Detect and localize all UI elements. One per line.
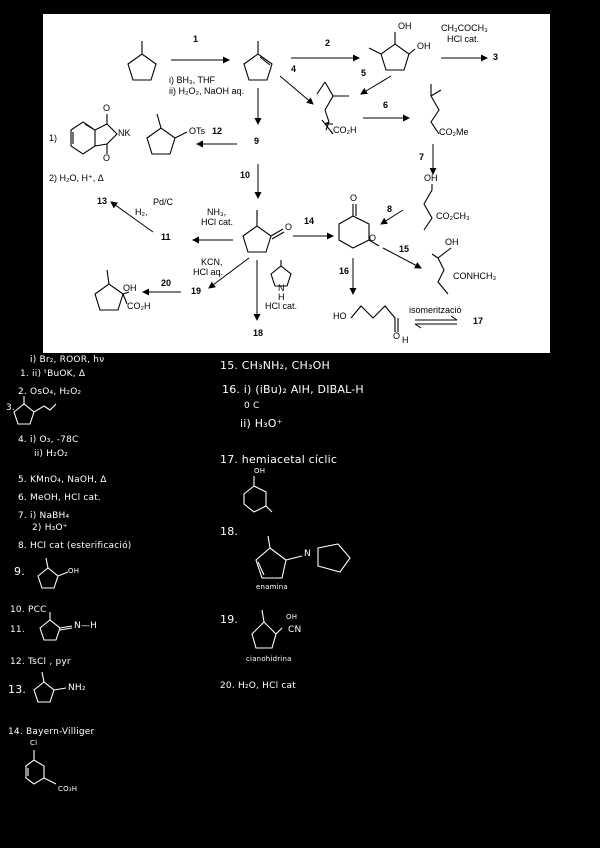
step-number-8: 8 bbox=[387, 204, 393, 214]
hydroboration-step-2: ii) H₂O₂, NaOH aq. bbox=[169, 86, 245, 96]
step-number-2: 2 bbox=[325, 38, 331, 48]
ammonia-catalyst: HCl cat. bbox=[201, 217, 234, 227]
note-11-nh: N—H bbox=[74, 621, 98, 631]
note-19-oh: OH bbox=[286, 613, 298, 621]
note-12: 12. TsCl , pyr bbox=[10, 657, 71, 667]
step-number-12: 12 bbox=[212, 126, 223, 136]
ketone-oxygen: O bbox=[285, 222, 293, 232]
kcn-reagent: KCN, bbox=[201, 257, 223, 267]
step-number-20: 20 bbox=[161, 278, 172, 288]
hydroxy-acid-oh: OH bbox=[123, 283, 137, 293]
note-5: 5. KMnO₄, NaOH, Δ bbox=[18, 475, 107, 485]
phthalimide-step-1: 1) bbox=[49, 133, 58, 143]
note-1-line-2: 1. ii) ᵗBuOK, Δ bbox=[20, 369, 86, 379]
ammonia-reagent: NH₃, bbox=[207, 207, 227, 217]
aldehyde-oxygen: O bbox=[393, 331, 401, 341]
note-2: 2. OsO₄, H₂O₂ bbox=[18, 387, 82, 397]
pyrrolidine-h: H bbox=[278, 292, 285, 302]
step-number-1: 1 bbox=[193, 34, 199, 44]
phthalimide-o-top: O bbox=[103, 103, 111, 113]
note-19: 19. bbox=[220, 613, 239, 626]
amide-oh: OH bbox=[445, 237, 459, 247]
note-1-line-1: i) Br₂, ROOR, hν bbox=[30, 355, 105, 365]
lactone-ring-oxygen: O bbox=[369, 233, 377, 243]
note-9-oh: OH bbox=[68, 567, 80, 575]
note-17-structure bbox=[244, 476, 272, 512]
hydrogenation-gas: H₂, bbox=[135, 207, 148, 217]
acetone-label: CH₃COCH₃ bbox=[441, 23, 488, 33]
step-number-6: 6 bbox=[383, 100, 389, 110]
kcn-acid: HCl aq. bbox=[193, 267, 224, 277]
hydroxy-ester-group: CO₂CH₃ bbox=[436, 211, 470, 221]
step-number-18: 18 bbox=[253, 328, 264, 338]
note-4-line-2: ii) H₂O₂ bbox=[34, 449, 69, 459]
step-number-11: 11 bbox=[161, 232, 171, 242]
phthalimide-o-bottom: O bbox=[103, 153, 111, 163]
note-8: 8. HCl cat (esterificació) bbox=[18, 541, 132, 551]
aldehyde-ho: HO bbox=[333, 311, 347, 321]
diol-oh-right: OH bbox=[417, 41, 431, 51]
note-9: 9. bbox=[14, 565, 25, 578]
note-7-line-1: 7. i) NaBH₄ bbox=[18, 511, 70, 521]
hydrogenation-catalyst: Pd/C bbox=[153, 197, 174, 207]
note-6: 6. MeOH, HCl cat. bbox=[18, 493, 101, 503]
lactone-carbonyl-oxygen: O bbox=[350, 193, 358, 203]
note-13-structure bbox=[34, 672, 66, 702]
aldehyde-hydrogen: H bbox=[402, 335, 409, 345]
note-19-cn: CN bbox=[288, 625, 302, 635]
step-number-15: 15 bbox=[399, 244, 410, 254]
note-14: 14. Bayern-Villiger bbox=[8, 727, 95, 737]
pyrrolidine-catalyst: HCl cat. bbox=[265, 301, 298, 311]
note-18-structure bbox=[256, 536, 350, 578]
note-13: 13. bbox=[8, 683, 27, 696]
acetone-catalyst-label: HCl cat. bbox=[447, 34, 480, 44]
note-18-caption: enamina bbox=[256, 583, 288, 591]
pyrrolidine-n: N bbox=[278, 283, 285, 293]
step-number-5: 5 bbox=[361, 68, 367, 78]
note-14-cl: Cl bbox=[30, 739, 38, 747]
tosylate-group: OTs bbox=[189, 126, 206, 136]
note-9-structure bbox=[38, 558, 68, 588]
note-17: 17. hemiacetal cíclic bbox=[220, 453, 338, 466]
note-11-structure bbox=[40, 612, 72, 640]
note-15: 15. CH₃NH₂, CH₃OH bbox=[220, 359, 330, 372]
note-14-structure bbox=[26, 750, 56, 784]
note-18-n: N bbox=[304, 549, 311, 559]
diol-oh-top: OH bbox=[398, 21, 412, 31]
step-number-3: 3 bbox=[493, 52, 499, 62]
step-number-4: 4 bbox=[291, 64, 297, 74]
step-number-13: 13 bbox=[97, 196, 108, 206]
step-number-9: 9 bbox=[254, 136, 260, 146]
note-16-line-1: 16. i) (iBu)₂ AlH, DIBAL-H bbox=[222, 383, 364, 396]
note-16-line-2: 0 C bbox=[244, 401, 260, 411]
note-16-line-3: ii) H₃O⁺ bbox=[240, 417, 283, 430]
note-14-co3h: CO₃H bbox=[58, 785, 78, 793]
note-19-structure bbox=[252, 610, 282, 648]
note-3: 3. bbox=[6, 403, 15, 413]
step-number-19: 19 bbox=[191, 286, 202, 296]
step-number-14: 14 bbox=[304, 216, 315, 226]
isomerization-label: isomerització bbox=[409, 305, 462, 315]
note-19-caption: cianohidrina bbox=[246, 655, 292, 663]
keto-acid-group: CO₂H bbox=[333, 125, 357, 135]
hydroboration-step-1: i) BH₃, THF bbox=[169, 75, 215, 85]
step-number-10: 10 bbox=[240, 170, 251, 180]
hydroxy-ester-oh: OH bbox=[424, 173, 438, 183]
note-7-line-2: 2) H₃O⁺ bbox=[32, 523, 68, 533]
hydroxy-acid-group: CO₂H bbox=[127, 301, 151, 311]
note-13-nh2: NH₂ bbox=[68, 683, 86, 693]
phthalimide-nk: NK bbox=[118, 128, 131, 138]
step-number-17: 17 bbox=[473, 316, 484, 326]
step-number-7: 7 bbox=[419, 152, 425, 162]
phthalimide-step-2: 2) H₂O, H⁺, Δ bbox=[49, 173, 104, 183]
step-number-16: 16 bbox=[339, 266, 350, 276]
note-17-oh: OH bbox=[254, 467, 266, 475]
note-20: 20. H₂O, HCl cat bbox=[220, 681, 296, 691]
note-10: 10. PCC bbox=[10, 605, 47, 615]
note-18: 18. bbox=[220, 525, 239, 538]
note-3-structure bbox=[14, 396, 56, 424]
note-4-line-1: 4. i) O₃, -78C bbox=[18, 435, 79, 445]
note-11: 11. bbox=[10, 625, 25, 635]
keto-ester-group: CO₂Me bbox=[439, 127, 469, 137]
amide-group: CONHCH₃ bbox=[453, 271, 497, 281]
